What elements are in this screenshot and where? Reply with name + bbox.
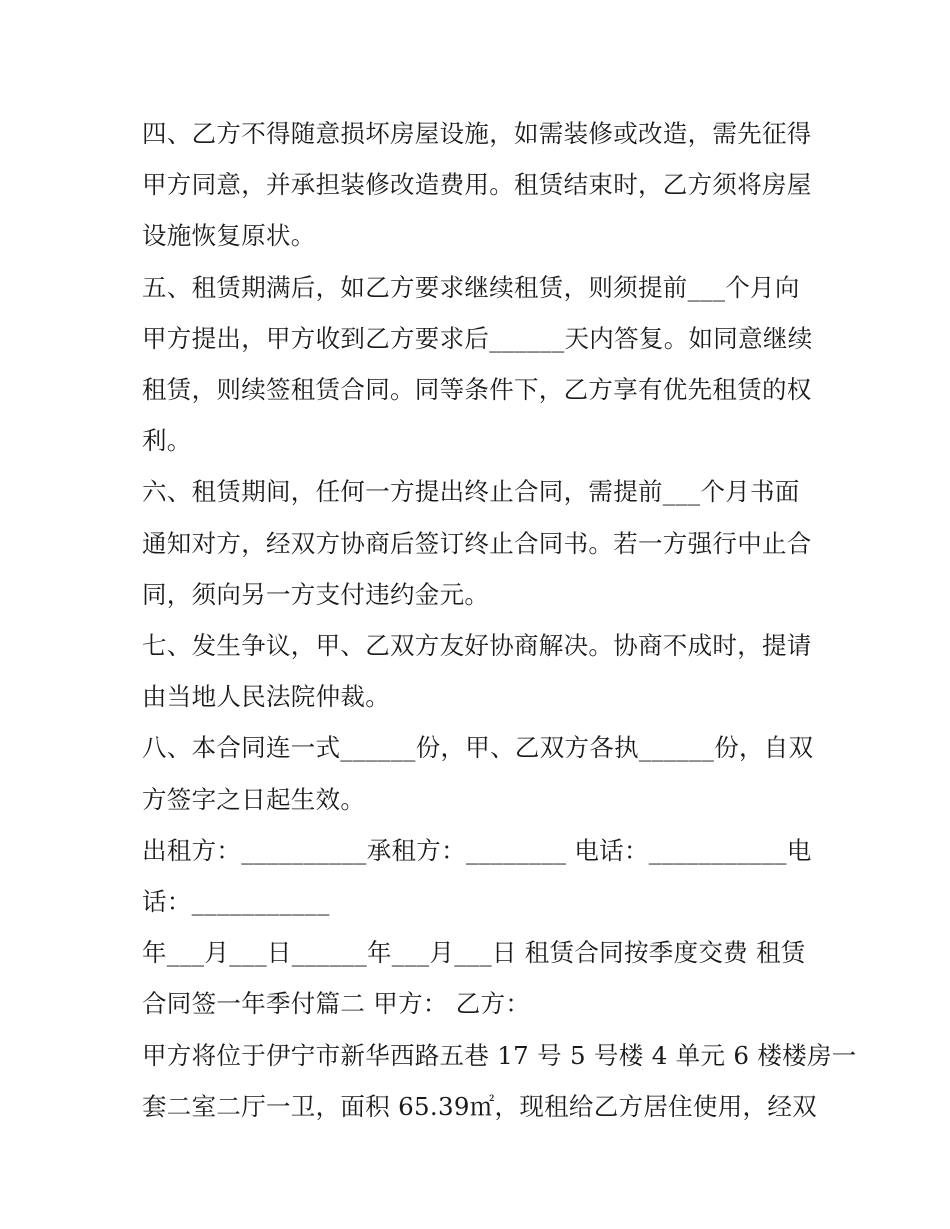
text-line: 甲方同意，并承担装修改造费用。租赁结束时，乙方须将房屋	[142, 170, 812, 200]
contract-body-text	[142, 108, 857, 1132]
text-line: 设施恢复原状。	[142, 221, 316, 251]
text-line: 七、发生争议，甲、乙双方友好协商解决。协商不成时，提请	[142, 631, 812, 661]
text-line: 由当地人民法院仲裁。	[142, 682, 390, 712]
text-line: 通知对方，经双方协商后签订终止合同书。若一方强行中止合	[142, 528, 812, 558]
text-line: 四、乙方不得随意损坏房屋设施，如需装修或改造，需先征得	[142, 119, 812, 148]
text-line: 八、本合同连一式______份，甲、乙双方各执______份，自双	[142, 733, 814, 763]
text-line: 出租方：__________承租方：________ 电话：___________电	[142, 835, 812, 865]
text-line: 五、租赁期满后，如乙方要求继续租赁，则须提前___个月向	[142, 272, 800, 302]
text-line: 租赁，则续签租赁合同。同等条件下，乙方享有优先租赁的权	[142, 375, 812, 405]
text-line: 甲方提出，甲方收到乙方要求后______天内答复。如同意继续	[142, 323, 813, 353]
text-line: 套二室二厅一卫，面积 65.39㎡，现租给乙方居住使用，经双	[142, 1091, 817, 1121]
text-line: 同，须向另一方支付违约金元。	[142, 579, 490, 609]
text-line: 利。	[142, 426, 192, 456]
text-line: 年___月___日______年___月___日 租赁合同按季度交费 租赁	[142, 938, 806, 968]
text-line: 甲方将位于伊宁市新华西路五巷 17 号 5 号楼 4 单元 6 楼楼房一	[142, 1040, 857, 1070]
text-line: 话：___________	[142, 887, 330, 917]
text-line: 合同签一年季付篇二 甲方： 乙方：	[142, 989, 531, 1019]
text-line: 方签字之日起生效。	[142, 784, 366, 814]
text-line: 六、租赁期间，任何一方提出终止合同，需提前___个月书面	[142, 477, 800, 507]
